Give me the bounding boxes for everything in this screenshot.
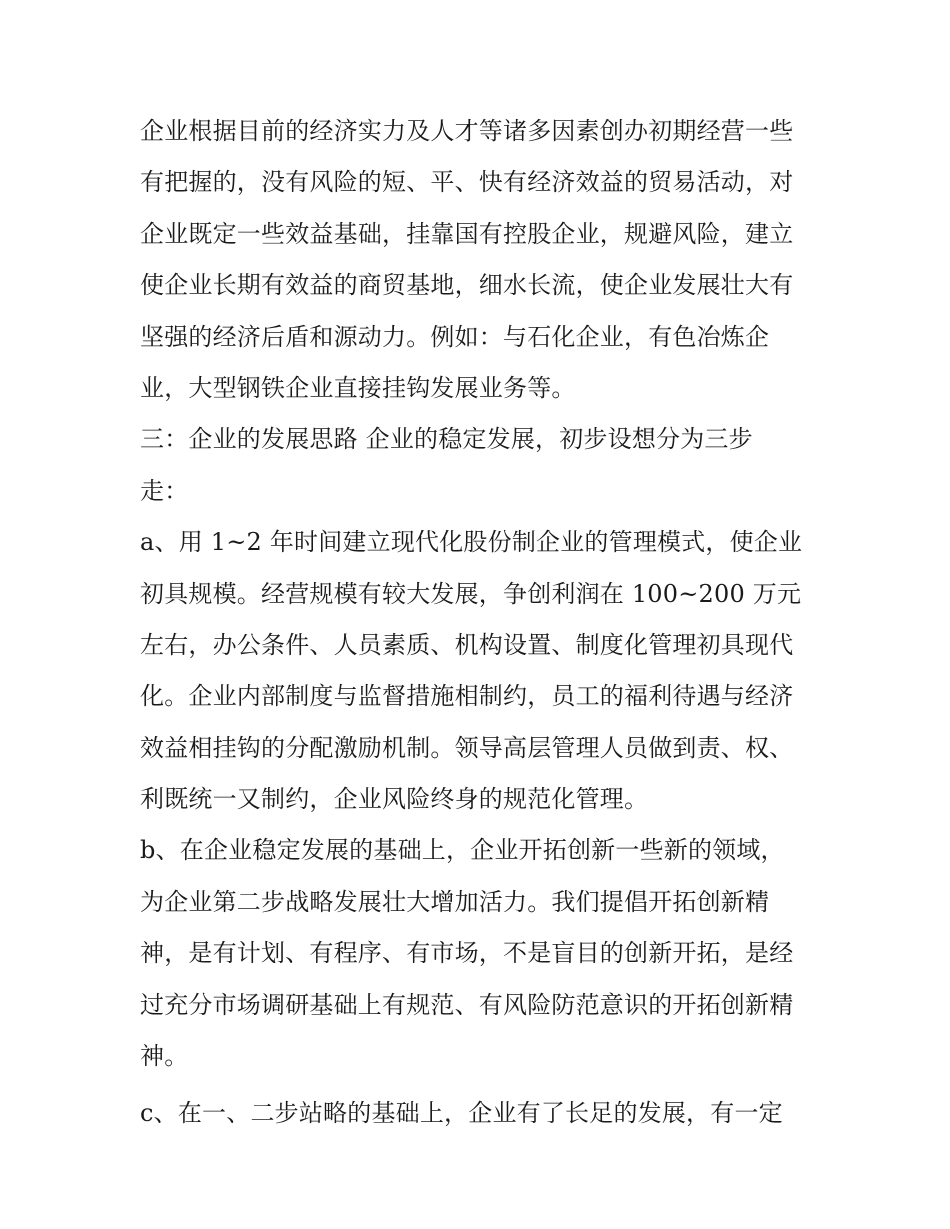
text-line: 利既统一又制约，企业风险终身的规范化管理。 [140, 785, 649, 814]
text-line: 神。 [140, 1042, 189, 1071]
text-line: 化。企业内部制度与监督措施相制约，员工的福利待遇与经济 [140, 682, 794, 711]
text-line: 坚强的经济后盾和源动力。例如：与石化企业，有色冶炼企 [140, 322, 770, 351]
text-line: 走： [140, 476, 189, 505]
section-heading-line: 三：企业的发展思路 企业的稳定发展，初步设想分为三步 [140, 425, 753, 454]
text-line: 神，是有计划、有程序、有市场，不是盲目的创新开拓，是经 [140, 939, 794, 968]
text-line: 有把握的，没有风险的短、平、快有经济效益的贸易活动，对 [140, 168, 794, 197]
text-line: 企业根据目前的经济实力及人才等诸多因素创办初期经营一些 [140, 117, 794, 145]
paragraph-step-a [140, 517, 815, 825]
paragraph-step-c [140, 1088, 815, 1139]
text-line: a、用 1~2 年时间建立现代化股份制企业的管理模式，使企业 [140, 528, 803, 557]
text-line: 为企业第二步战略发展壮大增加活力。我们提倡开拓创新精 [140, 887, 770, 916]
text-line: 过充分市场调研基础上有规范、有风险防范意识的开拓创新精 [140, 990, 794, 1019]
text-line: 左右，办公条件、人员素质、机构设置、制度化管理初具现代 [140, 630, 794, 659]
paragraph-step-b [140, 825, 815, 1082]
text-line: b、在企业稳定发展的基础上，企业开拓创新一些新的领域， [140, 836, 785, 865]
text-line: c、在一、二步站略的基础上，企业有了长足的发展，有一定 [140, 1099, 783, 1128]
document-body [140, 106, 815, 1140]
paragraph-intro [140, 106, 815, 414]
text-line: 效益相挂钩的分配激励机制。领导高层管理人员做到责、权、 [140, 733, 794, 762]
text-line: 使企业长期有效益的商贸基地，细水长流，使企业发展壮大有 [140, 271, 794, 300]
text-line: 企业既定一些效益基础，挂靠国有控股企业，规避风险，建立 [140, 219, 794, 248]
paragraph-section-three [140, 414, 815, 517]
text-line: 初具规模。经营规模有较大发展，争创利润在 100~200 万元 [140, 579, 802, 608]
text-line: 业，大型钢铁企业直接挂钩发展业务等。 [140, 373, 576, 402]
